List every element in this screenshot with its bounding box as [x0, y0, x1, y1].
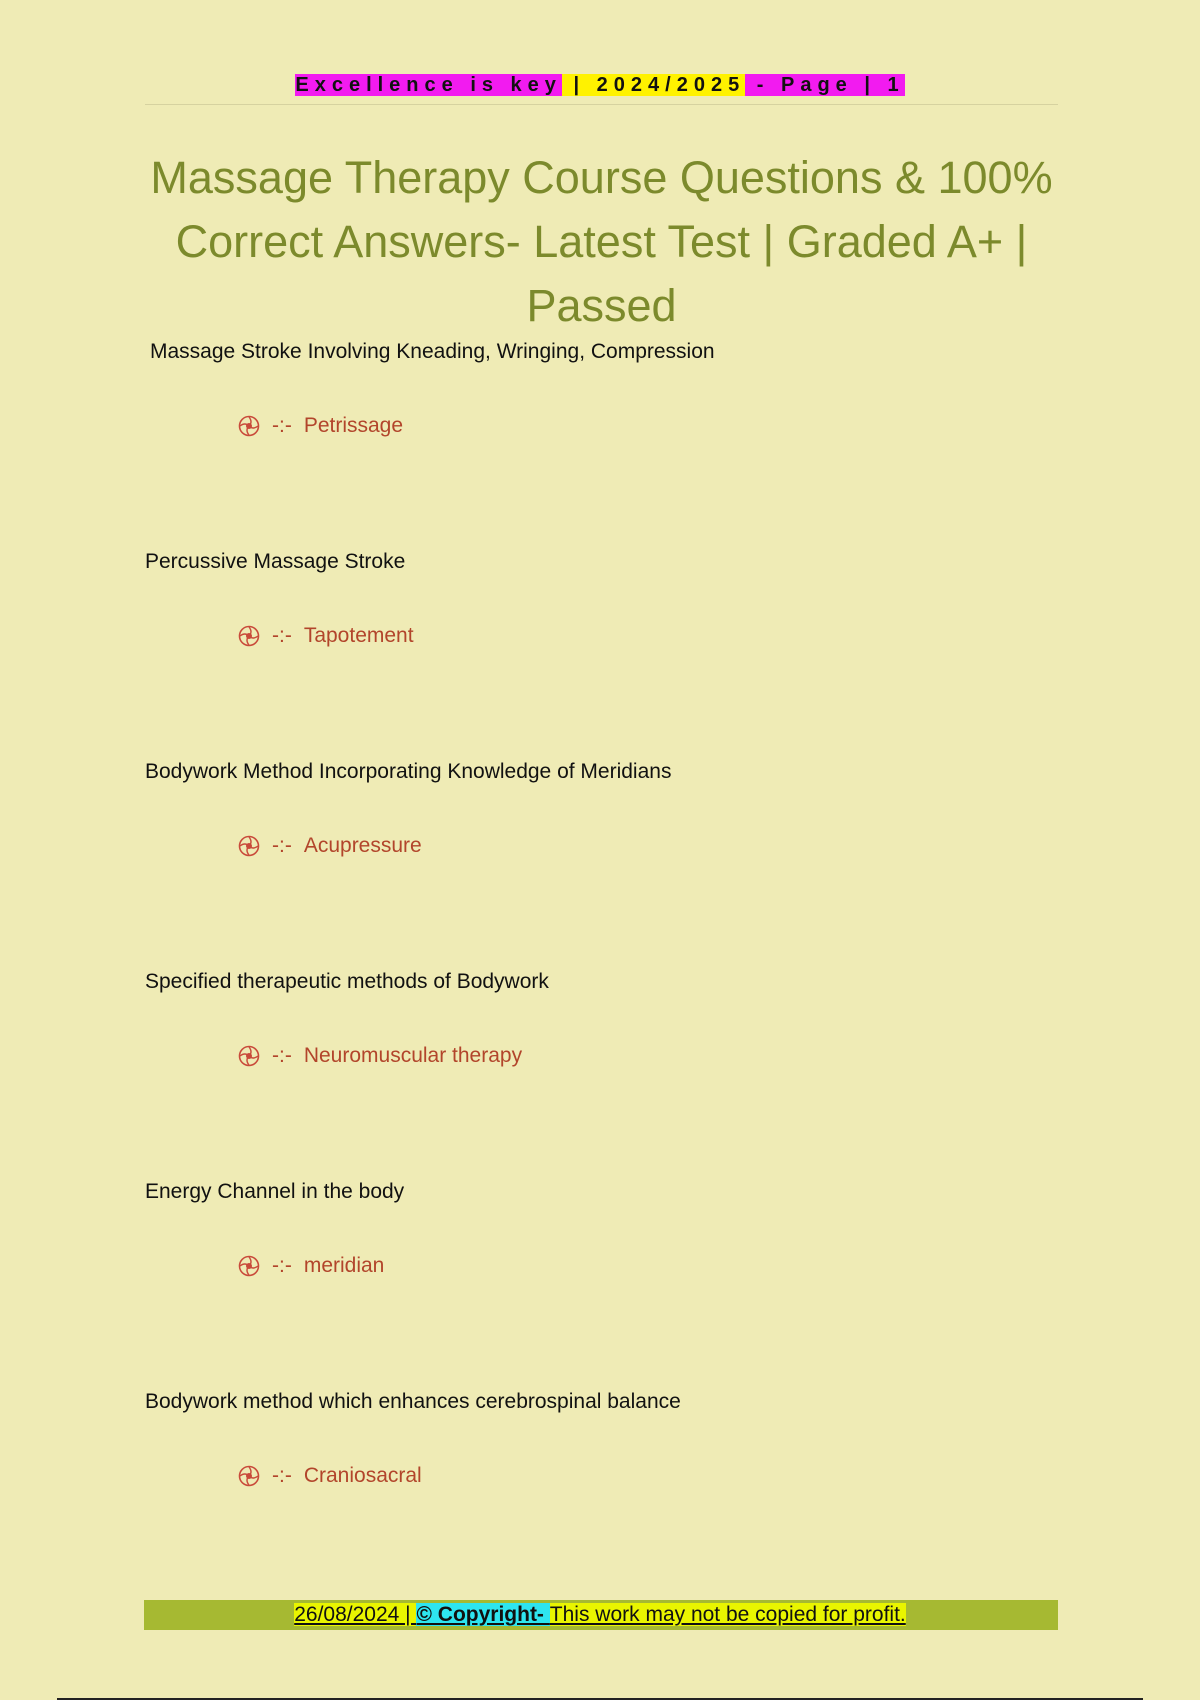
wheel-bullet-icon — [238, 835, 260, 857]
question-5: Energy Channel in the body — [145, 1180, 405, 1203]
answer-separator: -:- — [272, 1464, 292, 1487]
wheel-bullet-icon — [238, 1255, 260, 1277]
wheel-bullet-icon — [238, 625, 260, 647]
answer-5 — [238, 1254, 384, 1278]
wheel-bullet-icon — [238, 415, 260, 437]
answer-separator: -:- — [272, 834, 292, 857]
answer-text: Acupressure — [303, 834, 422, 857]
answer-text: Tapotement — [303, 624, 414, 647]
answer-1 — [238, 414, 403, 438]
question-4: Specified therapeutic methods of Bodywork — [145, 970, 549, 993]
answer-text: Petrissage — [303, 414, 404, 437]
answer-3 — [238, 834, 422, 858]
footer-date: 26/08/2024 | — [294, 1603, 417, 1626]
header-page-number: - Page | 1 — [745, 74, 905, 96]
answer-4 — [238, 1044, 522, 1068]
answer-2 — [238, 624, 414, 648]
wheel-bullet-icon — [238, 1465, 260, 1487]
header-tagline: Excellence is key — [295, 74, 562, 96]
question-2: Percussive Massage Stroke — [145, 550, 406, 573]
question-1: Massage Stroke Involving Kneading, Wringing, Compression — [150, 340, 715, 363]
footer-copyright: © Copyright- — [416, 1603, 550, 1626]
header-divider — [145, 104, 1058, 105]
answer-separator: -:- — [272, 1254, 292, 1277]
answer-text: Craniosacral — [303, 1464, 422, 1487]
answer-6 — [238, 1464, 422, 1488]
answer-separator: -:- — [272, 414, 292, 437]
header-separator: | — [561, 74, 597, 96]
header-year: 2024/2025 — [596, 74, 746, 96]
question-6: Bodywork method which enhances cerebrospinal balance — [145, 1390, 681, 1413]
wheel-bullet-icon — [238, 1045, 260, 1067]
answer-separator: -:- — [272, 624, 292, 647]
answer-text: Neuromuscular therapy — [303, 1044, 523, 1067]
answer-text: meridian — [303, 1254, 385, 1277]
document-title: Massage Therapy Course Questions & 100% Correct Answers- Latest Test | Graded A+ | Passed — [150, 152, 1053, 331]
question-3: Bodywork Method Incorporating Knowledge of Meridians — [145, 760, 672, 783]
page-footer — [0, 1600, 1200, 1630]
page-header — [0, 70, 1200, 100]
footer-notice: This work may not be copied for profit. — [549, 1603, 906, 1626]
answer-separator: -:- — [272, 1044, 292, 1067]
